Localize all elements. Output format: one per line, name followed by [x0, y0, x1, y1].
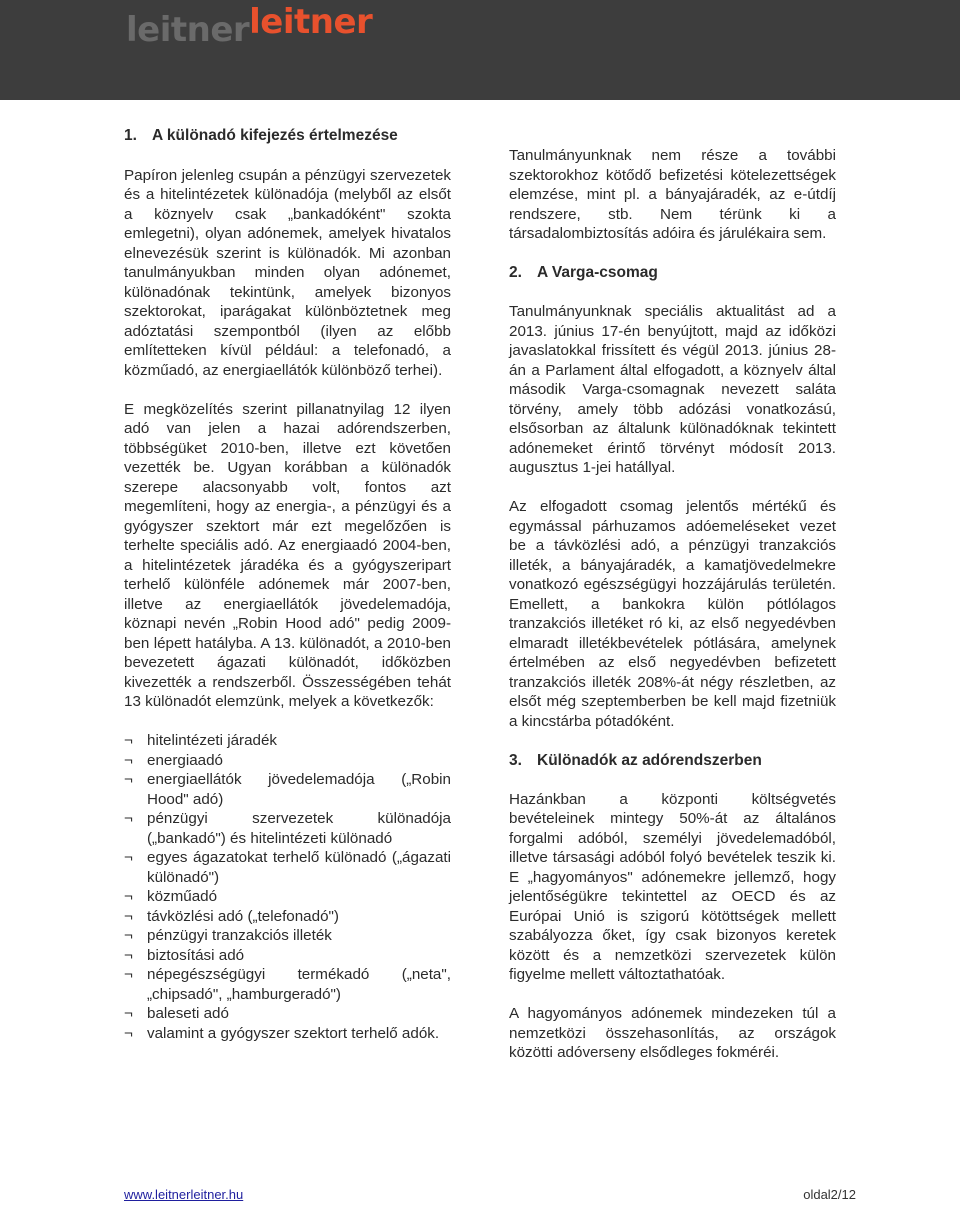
bullet-icon: ¬	[124, 1024, 133, 1042]
list-item-text: távközlési adó („telefonadó")	[147, 907, 339, 925]
list-item-text: pénzügyi szervezetek különadója („bankadó") és hitelintézeti különadó	[147, 810, 451, 847]
list-item	[124, 907, 451, 927]
list-item-text: energiaellátók jövedelemadója („Robin Hood" adó)	[147, 771, 451, 808]
paragraph: Tanulmányunknak speciális aktualitást ad a 2013. június 17-én benyújtott, majd az időközi javaslatokkal frissített és végül 2013. június 28-án a Parlament által elfogadott, a köznyelv által második Varga-csomagnak nevezett saláta törvény, amely több adózási vonatkozású, elsősorban az általunk különadóknak tekintett adónemeket érintő törvényt módosít 2013. augusztus 1-jei hatállyal.	[509, 303, 836, 476]
page-number: oldal2/12	[803, 1187, 856, 1202]
paragraph: A hagyományos adónemek mindezeken túl a nemzetközi összehasonlítás, az országok közötti adóverseny elsődleges fokméréi.	[509, 1005, 836, 1061]
bullet-icon: ¬	[124, 966, 133, 983]
paragraph: Hazánkban a központi költségvetés bevételeinek mintegy 50%-át az általános forgalmi adóból, személyi jövedelemadóból, illetve társasági adóból folyó bevételek teszik ki. E „hagyományos" adónemekre jellemző, hogy jelentőségükre tekintettel az OECD és az Európai Unió is szigorú kötöttségek mellett szabályozza őket, így csak bizonyos keretek között és a nemzetközi szervezetek külön figyelme mellett változtathatóak.	[509, 790, 836, 983]
paragraph: Tanulmányunknak nem része a további szektorokhoz kötődő befizetési kötelezettségek elemzése, mint pl. a bányajáradék, az e-útdíj rendszere, stb. Nem térünk ki a társadalombiztosítás adóira és járulékaira sem.	[509, 147, 836, 242]
list-item-text: közműadó	[147, 888, 218, 905]
bullet-icon: ¬	[124, 907, 133, 925]
website-link[interactable]: www.leitnerleitner.hu	[124, 1187, 244, 1202]
list-item	[124, 887, 451, 907]
list-item-text: baleseti adó	[147, 1005, 229, 1022]
heading-text: Különadók az adórendszerben	[537, 751, 762, 769]
list-item	[124, 1004, 451, 1024]
paragraph: E megközelítés szerint pillanatnyilag 12 ilyen adó van jelen a hazai adórendszerben, többségüket 2010-ben, illetve ezt követően vezették be. Ugyan korábban a különadók szerepe alacsonyabb volt, fontos azt megemlíteni, hogy az energia-, a pénzügyi és a gyógyszer szektort már ezt megelőzően is terhelte speciális adó. Az energiaadó 2004-ben, a hitelintézetek járadéka és a gyógyszeripart terhelő különféle adónemek már 2007-ben, illetve az energiaellátók jövedelemadója, köznapi nevén „Robin Hood adó" pedig 2009-ben lépett hatályba. A 13. különadót, a 2010-ben bevezetett ágazati különadót, időközben kivezették a rendszerből. Összességében tehát 13 különadót elemzünk, melyek a következők:	[124, 400, 451, 710]
bullet-icon: ¬	[124, 751, 133, 769]
list-item	[124, 965, 451, 1004]
bullet-icon: ¬	[124, 1005, 133, 1022]
list-item-text: valamint a gyógyszer szektort terhelő adók.	[147, 1024, 440, 1042]
heading-text: A Varga-csomag	[537, 264, 658, 281]
list-item	[124, 770, 451, 809]
bullet-icon: ¬	[124, 771, 133, 788]
paragraph: Papíron jelenleg csupán a pénzügyi szervezetek és a hitelintézetek különadója (melyből az elsőt a köznyelv csak „bankadóként" szokta emlegetni), olyan adónemek, amelyek hivatalos elnevezésük szerint is különadók. Mi azonban tanulmányukban minden olyan adónemet, különadónak tekintünk, amelyek bizonyos szektorokat, iparágakat különböztetnek meg adóztatási szempontból (ilyen az előbb említetteken kívül például: a telefonadó, a közműadó, az energiaellátók különböző terhei).	[124, 166, 451, 379]
section-heading-3	[509, 751, 836, 771]
left-column	[124, 126, 451, 1043]
section-heading-2	[509, 263, 836, 283]
heading-number: 1.	[124, 127, 137, 144]
list-item-text: pénzügyi tranzakciós illeték	[147, 927, 332, 944]
list-item	[124, 751, 451, 771]
bullet-icon: ¬	[124, 927, 133, 944]
heading-text: A különadó kifejezés értelmezése	[152, 127, 398, 144]
right-column	[509, 146, 836, 1082]
header-bar	[0, 0, 960, 100]
list-item	[124, 1024, 451, 1044]
list-item	[124, 946, 451, 966]
list-item	[124, 848, 451, 887]
section-heading-1	[124, 126, 451, 146]
bullet-icon: ¬	[124, 946, 133, 964]
list-item	[124, 926, 451, 946]
paragraph: Az elfogadott csomag jelentős mértékű és egymással párhuzamos adóemeléseket vezet be a távközlési adó, a pénzügyi tranzakciós illeték, a bányajáradék, a kamatjövedelmekre vonatkozó egészségügyi hozzájárulás területén. Emellett, a bankokra külön pótlólagos tranzakciós illetéket ró ki, az első negyedévben elmaradt illetékbevételek pótlására, amelynek értelmében az első negyedévben befizetett tranzakciós illeték 208%-át négy részletben, az elsőt még szeptemberben be kell majd fizetniük a kincstárba pótadóként.	[509, 498, 836, 730]
heading-number: 3.	[509, 751, 522, 769]
bullet-icon: ¬	[124, 849, 133, 866]
list-item	[124, 809, 451, 848]
list-item-text: energiaadó	[147, 751, 224, 769]
heading-number: 2.	[509, 264, 522, 281]
company-logo[interactable]	[126, 2, 373, 50]
logo-text-grey: leitner	[126, 10, 250, 50]
list-item-text: hitelintézeti járadék	[147, 732, 278, 749]
bullet-icon: ¬	[124, 810, 133, 827]
logo-text-accent: leitner	[249, 2, 373, 42]
list-item	[124, 731, 451, 751]
list-item-text: népegészségügyi termékadó („neta", „chipsadó", „hamburgeradó")	[147, 966, 451, 1003]
bullet-icon: ¬	[124, 732, 133, 749]
list-item-text: biztosítási adó	[147, 946, 245, 964]
list-item-text: egyes ágazatokat terhelő különadó („ágazati különadó")	[147, 849, 451, 886]
tax-list	[124, 731, 451, 1043]
page-footer	[124, 1187, 856, 1202]
bullet-icon: ¬	[124, 888, 133, 905]
